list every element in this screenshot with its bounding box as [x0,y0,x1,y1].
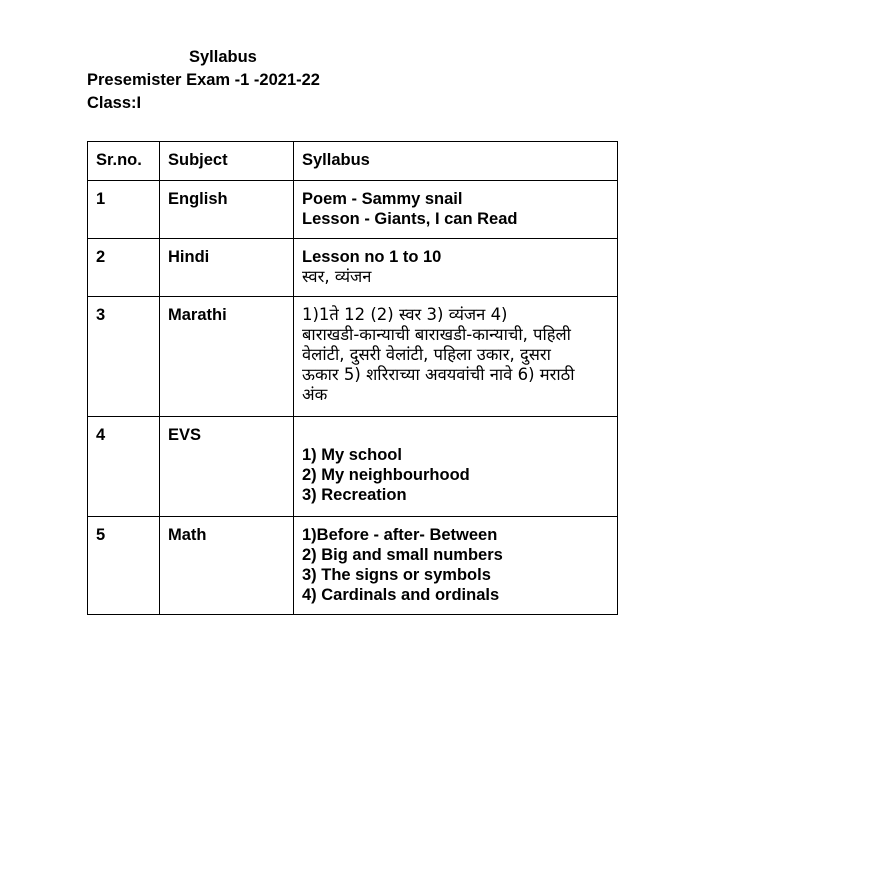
subject-cell: English [160,181,294,239]
syllabus-line: बाराखडी-कान्याची बाराखडी-कान्याची, पहिली [302,325,571,344]
syllabus-line: 3) Recreation [302,486,407,504]
syllabus-line: 1)1ते 12 (2) स्वर 3) व्यंजन 4) [302,305,508,324]
syllabus-line: 4) Cardinals and ordinals [302,586,500,604]
table-row [88,417,618,517]
syllabus-line: 2) Big and small numbers [302,546,503,564]
srno-cell: 5 [88,517,160,615]
srno-cell: 1 [88,181,160,239]
table-row [88,181,618,239]
document-header [87,46,320,115]
subject-cell: Math [160,517,294,615]
syllabus-line: स्वर, व्यंजन [302,267,372,286]
srno-cell: 3 [88,297,160,417]
syllabus-line: वेलांटी, दुसरी वेलांटी, पहिला उकार, दुसरा [302,345,551,364]
table-header-row [88,142,618,181]
syllabus-line: Lesson - Giants, I can Read [302,210,518,228]
syllabus-line: 2) My neighbourhood [302,466,470,484]
subject-cell: Hindi [160,239,294,297]
syllabus-line: ऊकार 5) शरिराच्या अवयवांची नावे 6) मराठी [302,365,575,384]
column-header-srno: Sr.no. [88,142,160,181]
syllabus-cell [294,239,618,297]
blank-line [302,425,609,445]
syllabus-line: Poem - Sammy snail [302,190,463,208]
table-row [88,297,618,417]
document-title: Syllabus [189,48,257,66]
table-row [88,517,618,615]
syllabus-cell [294,181,618,239]
syllabus-line: अंक [302,385,328,404]
srno-cell: 2 [88,239,160,297]
syllabus-line: Lesson no 1 to 10 [302,248,442,266]
syllabus-line: 1)Before - after- Between [302,526,498,544]
syllabus-line: 3) The signs or symbols [302,566,491,584]
srno-cell: 4 [88,417,160,517]
column-header-subject: Subject [160,142,294,181]
syllabus-cell [294,417,618,517]
exam-name: Presemister Exam -1 -2021-22 [87,71,320,89]
class-name: Class:I [87,94,142,112]
syllabus-cell [294,297,618,417]
syllabus-line: 1) My school [302,446,402,464]
column-header-syllabus: Syllabus [294,142,618,181]
syllabus-cell [294,517,618,615]
subject-cell: EVS [160,417,294,517]
syllabus-table [87,141,618,615]
table-row [88,239,618,297]
subject-cell: Marathi [160,297,294,417]
